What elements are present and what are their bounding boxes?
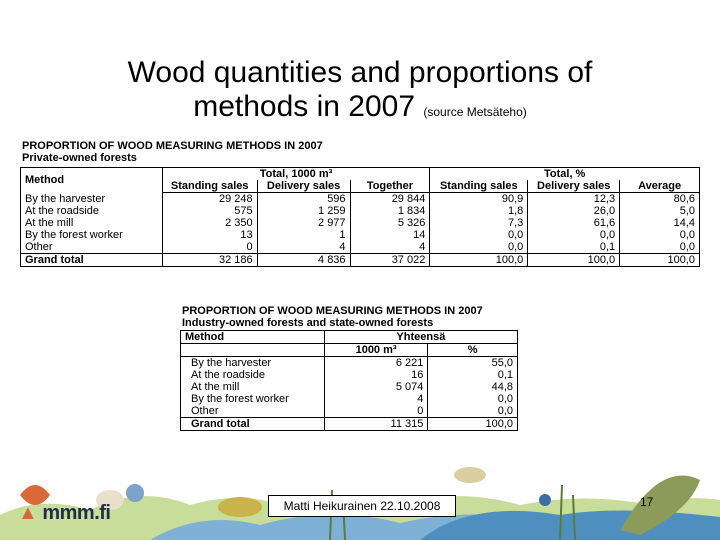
- value-cell: 26,0: [528, 205, 620, 217]
- title-line-2: [60, 90, 660, 129]
- subheader: Delivery sales: [257, 180, 350, 193]
- logo-text: mmm.fi: [42, 502, 111, 524]
- method-header: Method: [21, 168, 163, 193]
- value-cell: 0,0: [620, 241, 700, 254]
- value-cell: 14: [350, 229, 430, 241]
- value-cell: 100,0: [428, 418, 518, 431]
- value-cell: 1 259: [257, 205, 350, 217]
- value-cell: 0,0: [620, 229, 700, 241]
- method-cell: At the roadside: [21, 205, 163, 217]
- table-row: [21, 193, 700, 206]
- value-cell: 11 315: [324, 418, 428, 431]
- table-row: [21, 205, 700, 217]
- value-cell: 37 022: [350, 254, 430, 267]
- value-cell: 12,3: [528, 193, 620, 206]
- method-cell: Other: [21, 241, 163, 254]
- subheader: 1000 m³: [324, 344, 428, 357]
- slide-title: [60, 56, 660, 129]
- value-cell: 4: [350, 241, 430, 254]
- blank-header: [181, 344, 325, 357]
- method-cell: By the harvester: [181, 357, 325, 370]
- value-cell: 5 074: [324, 381, 428, 393]
- value-cell: 16: [324, 369, 428, 381]
- value-cell: 2 350: [162, 217, 257, 229]
- value-cell: 2 977: [257, 217, 350, 229]
- total-percent-header: Total, %: [430, 168, 700, 181]
- method-cell: At the mill: [181, 381, 325, 393]
- value-cell: 4: [324, 393, 428, 405]
- value-cell: 0: [162, 241, 257, 254]
- value-cell: 4: [257, 241, 350, 254]
- table-row: [181, 381, 518, 393]
- table-row: [21, 241, 700, 254]
- private-forests-table: [20, 167, 700, 267]
- value-cell: 100,0: [620, 254, 700, 267]
- subheader: %: [428, 344, 518, 357]
- table-row: [181, 357, 518, 370]
- value-cell: 29 248: [162, 193, 257, 206]
- method-cell: Other: [181, 405, 325, 418]
- value-cell: 0,1: [528, 241, 620, 254]
- table-row: [181, 393, 518, 405]
- value-cell: 0,1: [428, 369, 518, 381]
- value-cell: 1: [257, 229, 350, 241]
- value-cell: 100,0: [528, 254, 620, 267]
- value-cell: 29 844: [350, 193, 430, 206]
- value-cell: 5,0: [620, 205, 700, 217]
- grand-total-row: [21, 254, 700, 267]
- private-table-heading: [22, 140, 323, 164]
- value-cell: 6 221: [324, 357, 428, 370]
- page-number: 17: [640, 495, 654, 509]
- grand-total-row: [181, 418, 518, 431]
- value-cell: 100,0: [430, 254, 528, 267]
- industry-forests-table: [180, 330, 518, 431]
- value-cell: 1,8: [430, 205, 528, 217]
- method-cell: By the harvester: [21, 193, 163, 206]
- value-cell: 7,3: [430, 217, 528, 229]
- table-row: [21, 217, 700, 229]
- subheader: Together: [350, 180, 430, 193]
- method-header: Method: [181, 331, 325, 344]
- value-cell: 0,0: [428, 405, 518, 418]
- table-row: [181, 369, 518, 381]
- subheader: Standing sales: [162, 180, 257, 193]
- private-heading-2: Private-owned forests: [22, 152, 137, 164]
- method-cell: At the mill: [21, 217, 163, 229]
- industry-table-heading: [182, 305, 483, 329]
- value-cell: 0,0: [430, 241, 528, 254]
- industry-heading-2: Industry-owned forests and state-owned forests: [182, 317, 434, 329]
- value-cell: 55,0: [428, 357, 518, 370]
- value-cell: 90,9: [430, 193, 528, 206]
- value-cell: 44,8: [428, 381, 518, 393]
- value-cell: 5 326: [350, 217, 430, 229]
- value-cell: 80,6: [620, 193, 700, 206]
- logo-mark-icon: ▲: [18, 502, 38, 524]
- value-cell: 0,0: [528, 229, 620, 241]
- method-cell: By the forest worker: [181, 393, 325, 405]
- method-cell: At the roadside: [181, 369, 325, 381]
- subheader: Average: [620, 180, 700, 193]
- table-row: [181, 405, 518, 418]
- value-cell: 61,6: [528, 217, 620, 229]
- author-date: Matti Heikurainen 22.10.2008: [268, 495, 456, 517]
- value-cell: 32 186: [162, 254, 257, 267]
- value-cell: 1 834: [350, 205, 430, 217]
- subheader: Delivery sales: [528, 180, 620, 193]
- value-cell: 575: [162, 205, 257, 217]
- value-cell: 14,4: [620, 217, 700, 229]
- industry-heading-1: PROPORTION OF WOOD MEASURING METHODS IN 2007: [182, 305, 483, 317]
- value-cell: 0,0: [428, 393, 518, 405]
- value-cell: 13: [162, 229, 257, 241]
- title-source: (source Metsäteho): [423, 105, 527, 119]
- subheader: Standing sales: [430, 180, 528, 193]
- value-cell: 0,0: [430, 229, 528, 241]
- method-cell: Grand total: [181, 418, 325, 431]
- title-main: methods in 2007: [193, 90, 416, 123]
- value-cell: 596: [257, 193, 350, 206]
- yhteensa-header: Yhteensä: [324, 331, 517, 344]
- value-cell: 4 836: [257, 254, 350, 267]
- method-cell: Grand total: [21, 254, 163, 267]
- value-cell: 0: [324, 405, 428, 418]
- table-row: [21, 229, 700, 241]
- private-heading-1: PROPORTION OF WOOD MEASURING METHODS IN 2007: [22, 140, 323, 152]
- method-cell: By the forest worker: [21, 229, 163, 241]
- total-volume-header: Total, 1000 m³: [162, 168, 430, 181]
- title-line-1: Wood quantities and proportions of: [127, 56, 593, 89]
- mmm-logo: [18, 502, 110, 525]
